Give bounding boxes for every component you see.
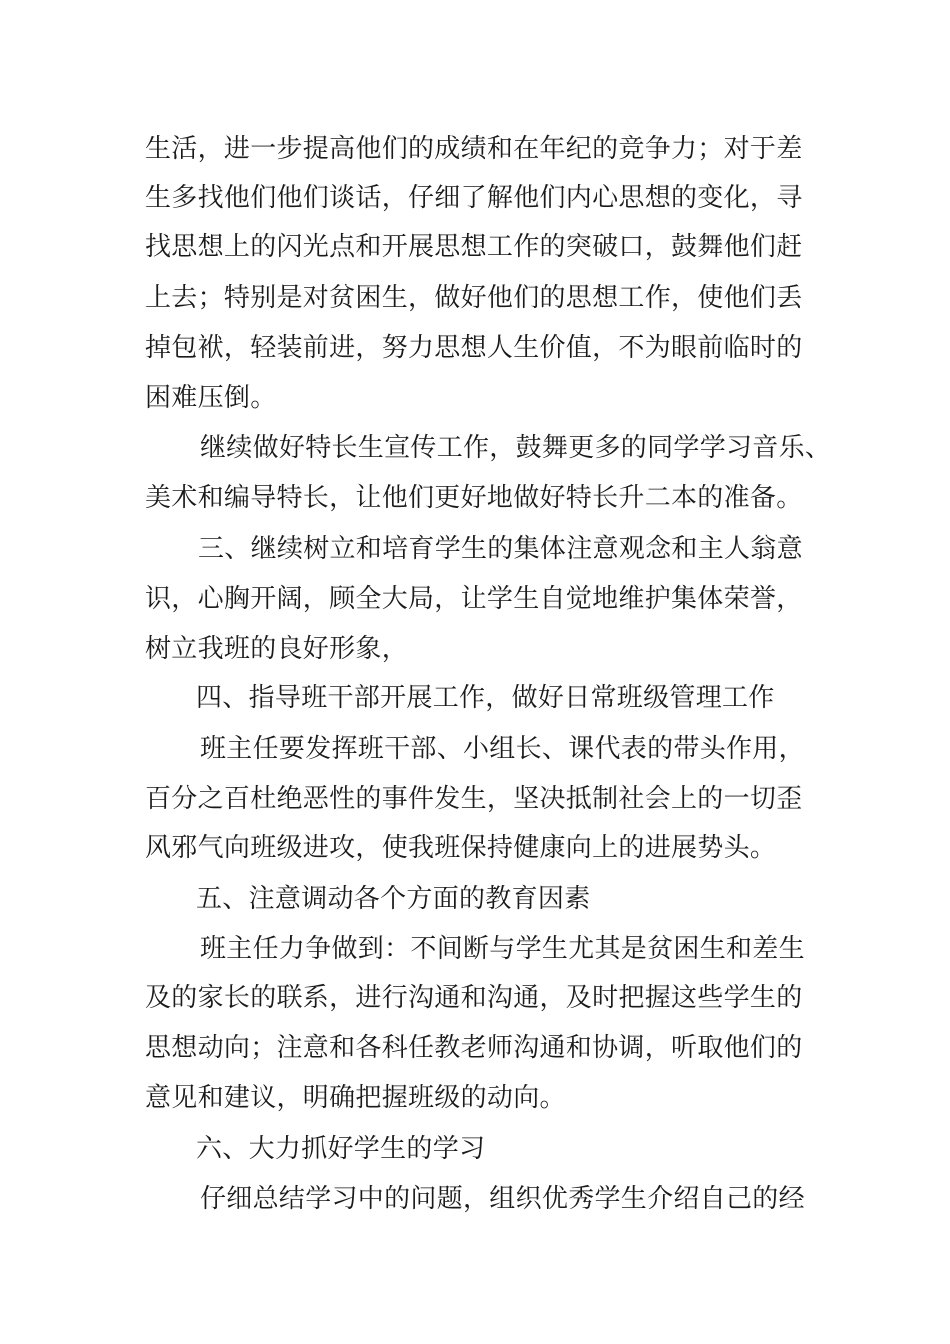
text-line: 找思想上的闪光点和开展思想工作的突破口，鼓舞他们赶	[145, 232, 803, 262]
text-line: 树立我班的良好形象，	[145, 634, 409, 664]
paragraph-first-line: 仔细总结学习中的问题，组织优秀学生介绍自己的经	[200, 1184, 805, 1214]
section-heading-4: 四、指导班干部开展工作，做好日常班级管理工作	[196, 683, 775, 713]
paragraph-first-line: 继续做好特长生宣传工作，鼓舞更多的同学学习音乐、	[200, 433, 832, 463]
paragraph-first-line: 班主任力争做到：不间断与学生尤其是贫困生和差生	[200, 934, 805, 964]
text-line: 掉包袱，轻装前进，努力思想人生价值，不为眼前临时的	[145, 333, 803, 363]
section-heading-3: 三、继续树立和培育学生的集体注意观念和主人翁意	[198, 534, 803, 564]
text-line: 生多找他们他们谈话，仔细了解他们内心思想的变化，寻	[145, 183, 803, 213]
text-line: 上去；特别是对贫困生，做好他们的思想工作，使他们丢	[145, 283, 803, 313]
text-line: 困难压倒。	[145, 383, 277, 413]
text-line: 风邪气向班级进攻，使我班保持健康向上的进展势头。	[145, 833, 777, 863]
text-line: 识，心胸开阔，顾全大局，让学生自觉地维护集体荣誉，	[145, 584, 803, 614]
text-line: 百分之百杜绝恶性的事件发生，坚决抵制社会上的一切歪	[145, 784, 803, 814]
paragraph-first-line: 班主任要发挥班干部、小组长、课代表的带头作用，	[200, 734, 805, 764]
text-line: 意见和建议，明确把握班级的动向。	[145, 1083, 566, 1113]
section-heading-6: 六、大力抓好学生的学习	[196, 1134, 486, 1164]
text-line: 及的家长的联系，进行沟通和沟通，及时把握这些学生的	[145, 983, 803, 1013]
text-line: 美术和编导特长，让他们更好地做好特长升二本的准备。	[145, 483, 803, 513]
text-line: 生活，进一步提高他们的成绩和在年纪的竞争力；对于差	[145, 134, 803, 164]
section-heading-5: 五、注意调动各个方面的教育因素	[196, 884, 591, 914]
text-line: 思想动向；注意和各科任教老师沟通和协调，听取他们的	[145, 1033, 803, 1063]
